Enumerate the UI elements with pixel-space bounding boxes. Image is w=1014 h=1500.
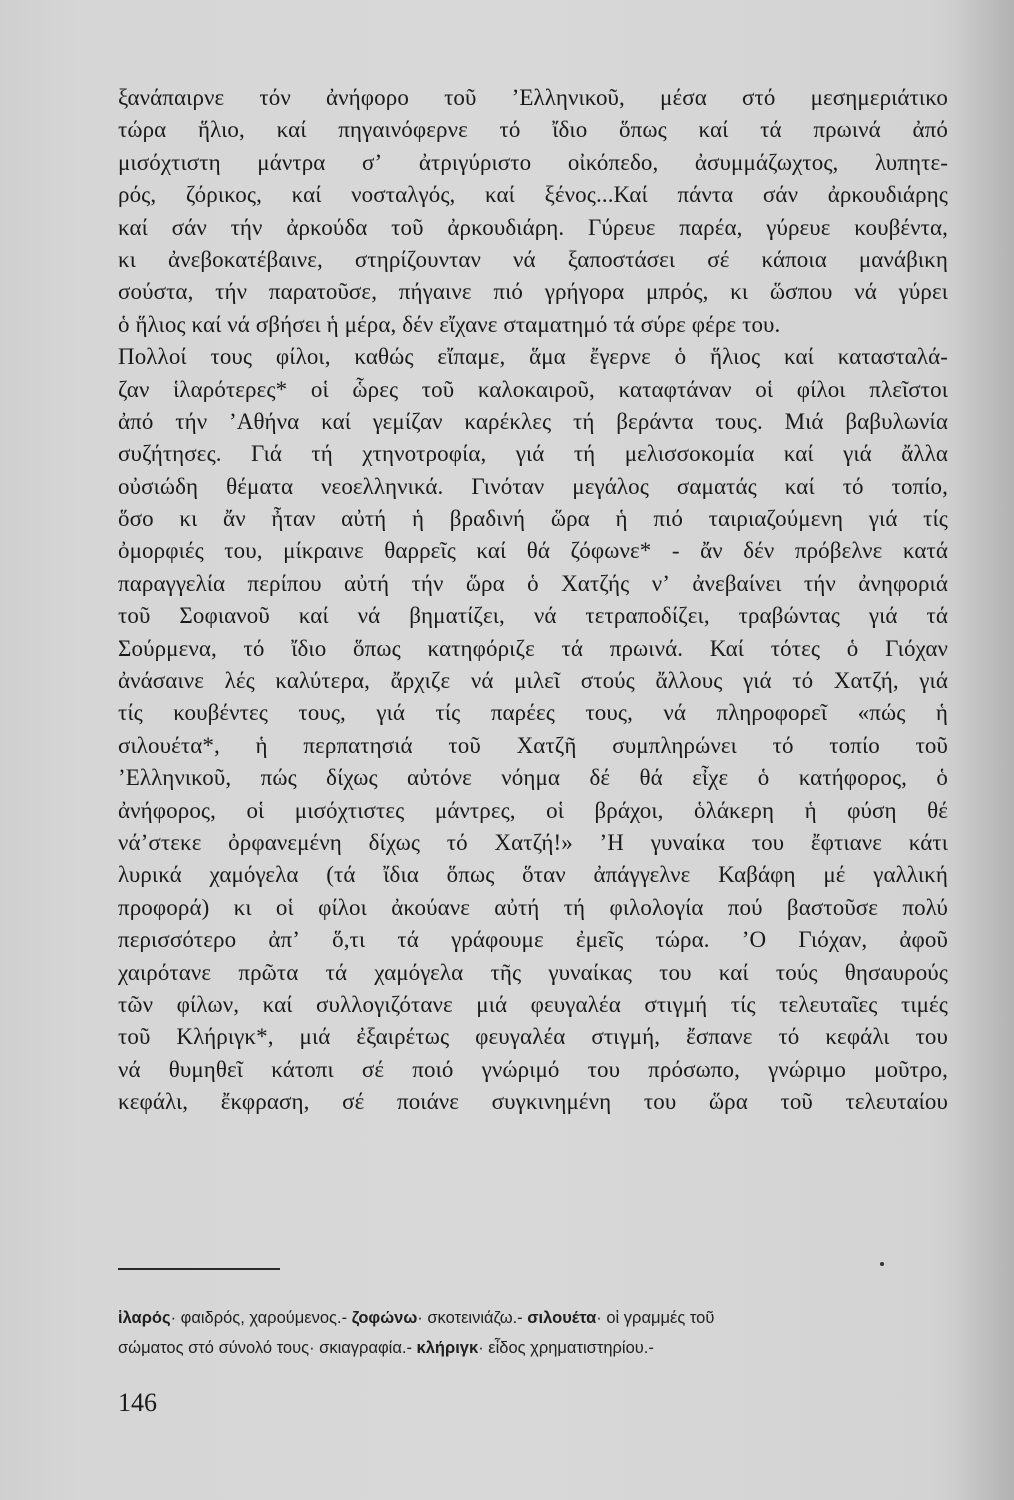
text-line: ζαν ἱλαρότερες* οἱ ὧρες τοῦ καλοκαιροῦ, καταφτάναν οἱ φίλοι πλεῖστοι — [118, 376, 948, 402]
footnote-definition: σώματος στό σύνολό τους· σκιαγραφία.- — [118, 1339, 417, 1357]
text-line: νά θυμηθεῖ κάτοπι σέ ποιό γνώριμό του πρόσωπο, γνώριμο μοῦτρο, — [118, 1056, 948, 1082]
text-line: τώρα ἥλιο, καί πηγαινόφερνε τό ἴδιο ὅπως καί τά πρωινά ἀπό — [118, 117, 948, 143]
footnote-separator — [118, 1268, 280, 1270]
text-line: ἀπό τήν ʼΑθήνα καί γεμίζαν καρέκλες τή βεράντα τους. Μιά βαβυλωνία — [118, 408, 948, 434]
text-line: τίς κουβέντες τους, γιά τίς παρέες τους, νά πληροφορεῖ «πώς ἡ — [118, 700, 948, 726]
footnote-definition: · σκοτεινιάζω.- — [417, 1309, 528, 1327]
text-line: σιλουέτα*, ἡ περπατησιά τοῦ Χατζῆ συμπληρώνει τό τοπίο τοῦ — [118, 732, 948, 758]
text-line: ὁ ἥλιος καί νά σβήσει ἡ μέρα, δέν εἴχανε σταματημό τά σύρε φέρε του. — [118, 311, 781, 337]
text-line: προφορά) κι οἱ φίλοι ἀκούανε αὐτή τή φιλολογία πού βαστοῦσε πολύ — [118, 894, 948, 920]
text-line: Σούρμενα, τό ἴδιο ὅπως κατηφόριζε τά πρωινά. Καί τότες ὁ Γιόχαν — [118, 635, 948, 661]
text-line: λυρικά χαμόγελα (τά ἴδια ὅπως ὅταν ἀπάγγελνε Καβάφη μέ γαλλική — [118, 862, 948, 888]
text-line: κι ἀνεβοκατέβαινε, στηρίζουνταν νά ξαποστάσει σέ κάποια μανάβικη — [118, 246, 948, 272]
body-text — [118, 82, 948, 1119]
text-line: ρός, ζόρικος, καί νοσταλγός, καί ξένος...Καί πάντα σάν ἀρκουδιάρης — [118, 182, 948, 208]
footnote-definition: · φαιδρός, χαρούμενος.- — [170, 1309, 352, 1327]
footnote-definition: · οἱ γραμμές τοῦ — [596, 1309, 715, 1327]
text-line: μισόχτιστη μάντρα σʼ ἀτριγύριστο οἰκόπεδο, ἀσυμμάζωχτος, λυπητε- — [118, 149, 948, 175]
text-line: ʼΕλληνικοῦ, πώς δίχως αὐτόνε νόημα δέ θά εἶχε ὁ κατήφορος, ὁ — [118, 765, 948, 791]
text-line: ὅσο κι ἄν ἦταν αὐτή ἡ βραδινή ὥρα ἡ πιό ταιριαζούμενη γιά τίς — [118, 506, 948, 532]
text-line: τοῦ Σοφιανοῦ καί νά βηματίζει, νά τετραποδίζει, τραβώντας γιά τά — [118, 603, 948, 629]
text-line: σούστα, τήν παρατοῦσε, πήγαινε πιό γρήγορα μπρός, κι ὥσπου νά γύρει — [118, 279, 948, 305]
text-line: νάʼστεκε ὀρφανεμένη δίχως τό Χατζή!» ʼΗ γυναίκα του ἔφτιανε κάτι — [118, 829, 948, 855]
text-line: παραγγελία περίπου αὐτή τήν ὥρα ὁ Χατζής νʼ ἀνεβαίνει τήν ἀνηφοριά — [118, 570, 948, 596]
text-line: ὀμορφιές του, μίκραινε θαρρεῖς καί θά ζόφωνε* - ἄν δέν πρόβελνε κατά — [118, 538, 948, 564]
footnote-definition: · εἶδος χρηματιστηρίου.- — [478, 1339, 654, 1357]
text-line: ἀνάσαινε λές καλύτερα, ἄρχιζε νά μιλεῖ στούς ἄλλους γιά τό Χατζή, γιά — [118, 668, 948, 694]
text-line: ξανάπαιρνε τόν ἀνήφορο τοῦ ʼΕλληνικοῦ, μέσα στό μεσημεριάτικο — [118, 85, 948, 110]
text-line: οὐσιώδη θέματα νεοελληνικά. Γινόταν μεγάλος σαματάς καί τό τοπίο, — [118, 473, 948, 499]
footnote-line-2 — [118, 1333, 948, 1363]
text-line: κεφάλι, ἔκφραση, σέ ποιάνε συγκινημένη του ὥρα τοῦ τελευταίου — [118, 1089, 948, 1115]
text-line: χαιρότανε πρῶτα τά χαμόγελα τῆς γυναίκας του καί τούς θησαυρούς — [118, 959, 948, 985]
text-line: συζήτησες. Γιά τή χτηνοτροφία, γιά τή μελισσοκομία καί γιά ἄλλα — [118, 441, 948, 467]
text-line: καί σάν τήν ἀρκούδα τοῦ ἀρκουδιάρη. Γύρευε παρέα, γύρευε κουβέντα, — [118, 214, 948, 240]
print-speck — [880, 1262, 884, 1266]
text-line: τῶν φίλων, καί συλλογιζότανε μιά φευγαλέα στιγμή τίς τελευταῖες τιμές — [118, 991, 948, 1017]
footnote-line-1 — [118, 1303, 948, 1333]
text-line: τοῦ Κλήριγκ*, μιά ἐξαιρέτως φευγαλέα στιγμή, ἔσπανε τό κεφάλι του — [118, 1024, 948, 1050]
text-line: περισσότερο ἀπʼ ὅ,τι τά γράφουμε ἐμεῖς τώρα. ʼΟ Γιόχαν, ἀφοῦ — [118, 927, 948, 953]
text-line: Πολλοί τους φίλοι, καθώς εἴπαμε, ἅμα ἔγερνε ὁ ἥλιος καί κατασταλά- — [118, 344, 948, 370]
footnote-term: ἱλαρός — [118, 1309, 171, 1327]
footnote-term: ζοφώνω — [351, 1309, 418, 1327]
text-line: ἀνήφορος, οἱ μισόχτιστες μάντρες, οἱ βράχοι, ὁλάκερη ἡ φύση θέ — [118, 797, 948, 823]
page-number: 146 — [118, 1388, 157, 1417]
footnote-term: σιλουέτα — [527, 1309, 597, 1327]
footnotes — [118, 1303, 948, 1363]
footnote-term: κλήριγκ — [416, 1339, 479, 1357]
